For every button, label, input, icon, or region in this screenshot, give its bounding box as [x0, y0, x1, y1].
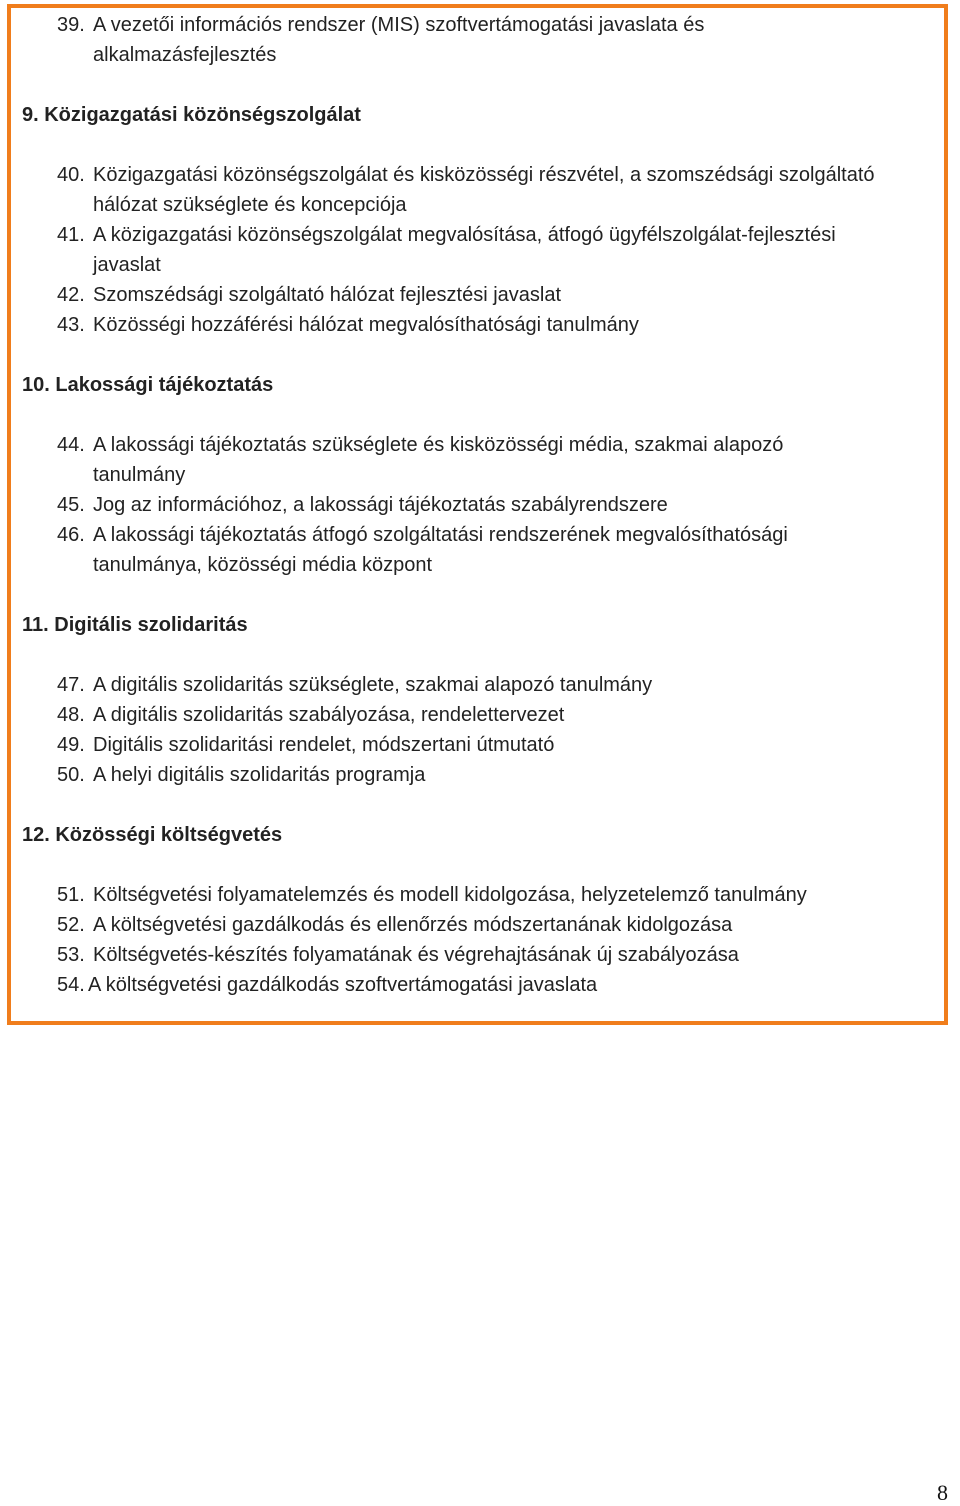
item-text: A közigazgatási közönségszolgálat megvalósítása, átfogó ügyfélszolgálat-fejlesztési	[93, 224, 836, 246]
item-number: 40.	[57, 164, 85, 186]
item-text: Költségvetés-készítés folyamatának és végrehajtásának új szabályozása	[93, 944, 739, 966]
section-heading: 9. Közigazgatási közönségszolgálat	[22, 104, 361, 126]
item-text: Digitális szolidaritási rendelet, módszertani útmutató	[93, 734, 555, 756]
item-number: 51.	[57, 884, 85, 906]
item-text: A lakossági tájékoztatás átfogó szolgáltatási rendszerének megvalósíthatósági	[93, 524, 788, 546]
section-heading: 10. Lakossági tájékoztatás	[22, 374, 274, 396]
item-text: A költségvetési gazdálkodás és ellenőrzés módszertanának kidolgozása	[93, 914, 733, 936]
item-text: alkalmazásfejlesztés	[93, 44, 277, 66]
item-text: Költségvetési folyamatelemzés és modell kidolgozása, helyzetelemző tanulmány	[93, 884, 807, 906]
item-number: 41.	[57, 224, 85, 246]
item-number: 50.	[57, 764, 85, 786]
item-number: 46.	[57, 524, 85, 546]
section-heading: 11. Digitális szolidaritás	[22, 614, 248, 636]
item-text: hálózat szükséglete és koncepciója	[93, 194, 407, 216]
item-text: A digitális szolidaritás szükséglete, szakmai alapozó tanulmány	[93, 674, 653, 696]
item-text: Közösségi hozzáférési hálózat megvalósíthatósági tanulmány	[93, 314, 639, 336]
item-text: A vezetői információs rendszer (MIS) szoftvertámogatási javaslata és	[93, 14, 705, 36]
item-text: tanulmánya, közösségi média központ	[93, 554, 433, 576]
item-text: Jog az információhoz, a lakossági tájékoztatás szabályrendszere	[93, 494, 668, 516]
item-text: Szomszédsági szolgáltató hálózat fejlesztési javaslat	[93, 284, 562, 306]
item-text: A helyi digitális szolidaritás programja	[93, 764, 426, 786]
item-number: 49.	[57, 734, 85, 756]
item-number: 39.	[57, 14, 85, 36]
item-text: A költségvetési gazdálkodás szoftvertámogatási javaslata	[88, 974, 598, 996]
item-number: 44.	[57, 434, 85, 456]
section-heading: 12. Közösségi költségvetés	[22, 824, 283, 846]
item-text: A lakossági tájékoztatás szükséglete és kisközösségi média, szakmai alapozó	[93, 434, 784, 456]
item-text: A digitális szolidaritás szabályozása, rendelettervezet	[93, 704, 565, 726]
item-number: 52.	[57, 914, 85, 936]
item-number: 54.	[57, 974, 85, 996]
item-number: 47.	[57, 674, 85, 696]
item-text: javaslat	[93, 254, 161, 276]
item-number: 53.	[57, 944, 85, 966]
item-text: Közigazgatási közönségszolgálat és kisközösségi részvétel, a szomszédsági szolgáltató	[93, 164, 875, 186]
item-text: tanulmány	[93, 464, 186, 486]
item-number: 48.	[57, 704, 85, 726]
page-number: 8	[937, 1480, 948, 1505]
item-number: 45.	[57, 494, 85, 516]
item-number: 43.	[57, 314, 85, 336]
item-number: 42.	[57, 284, 85, 306]
